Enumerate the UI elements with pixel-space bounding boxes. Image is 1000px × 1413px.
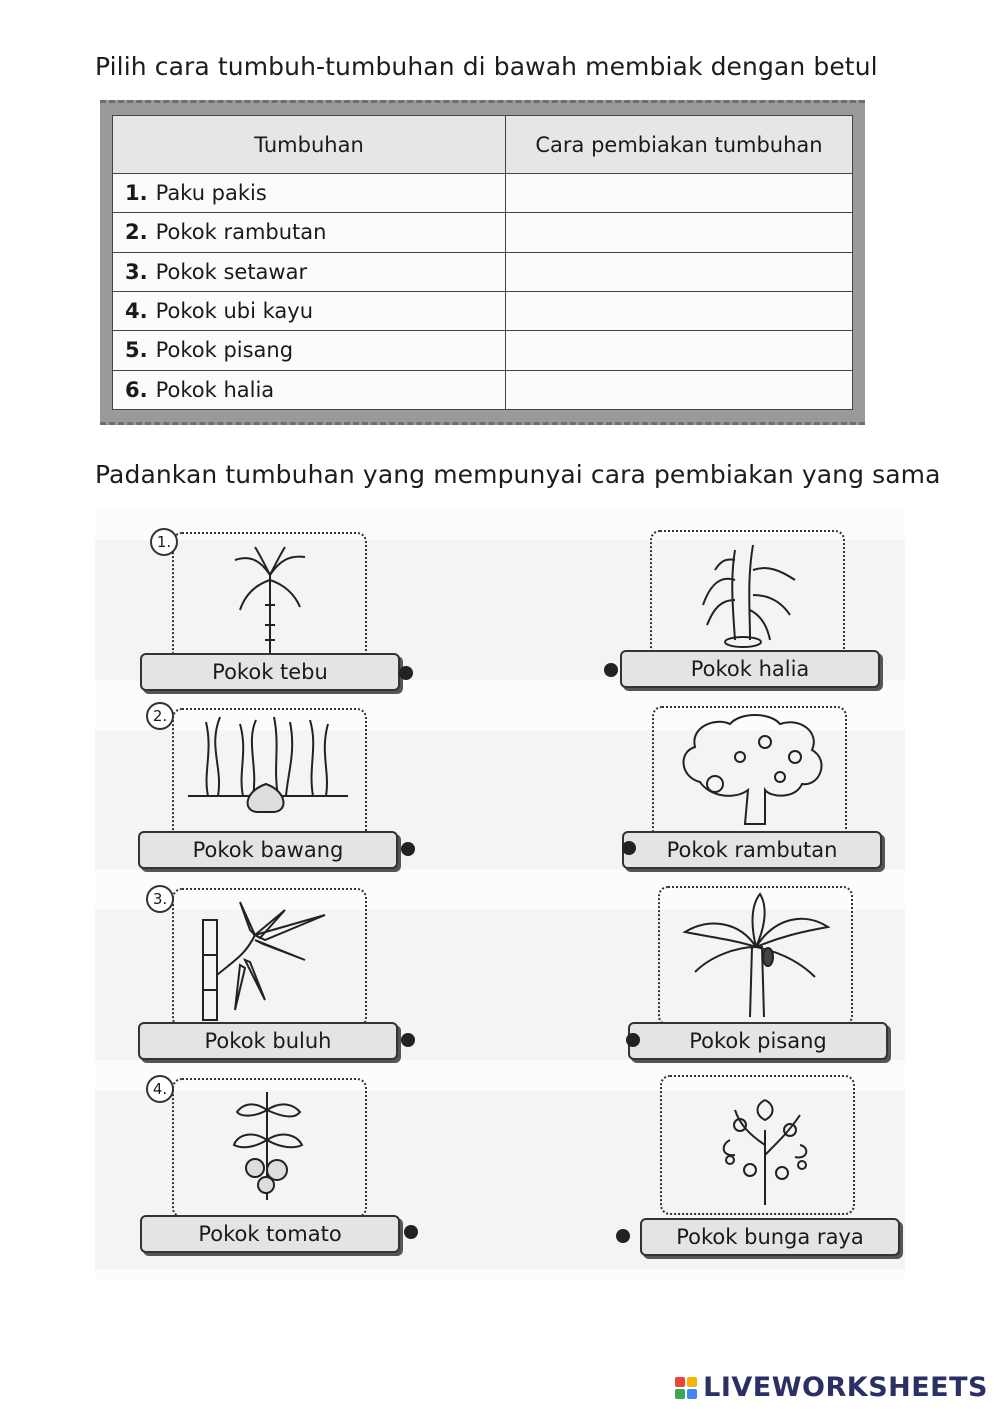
logo-square bbox=[687, 1377, 697, 1387]
table-row bbox=[113, 370, 853, 409]
reproduction-table bbox=[112, 115, 853, 410]
plant-name: Pokok rambutan bbox=[152, 213, 506, 252]
logo-square bbox=[675, 1389, 685, 1399]
table-row bbox=[113, 213, 853, 252]
answer-cell[interactable] bbox=[506, 370, 853, 409]
answer-cell[interactable] bbox=[506, 331, 853, 370]
row-number: 4. bbox=[113, 291, 152, 330]
row-number: 3. bbox=[113, 252, 152, 291]
liveworksheets-mark-icon bbox=[675, 1377, 697, 1399]
plant-label: Pokok tebu bbox=[140, 653, 400, 691]
liveworksheets-logo bbox=[675, 1372, 988, 1403]
ginger-plant-icon bbox=[695, 540, 800, 650]
row-number: 6. bbox=[113, 370, 152, 409]
tomato-plant-icon bbox=[222, 1090, 312, 1205]
match-dot-right-3[interactable] bbox=[626, 1033, 640, 1047]
plant-label: Pokok bunga raya bbox=[640, 1218, 900, 1256]
match-dot-right-2[interactable] bbox=[622, 841, 636, 855]
plant-name: Pokok setawar bbox=[152, 252, 506, 291]
plant-label: Pokok tomato bbox=[140, 1215, 400, 1253]
bamboo-icon bbox=[195, 900, 345, 1022]
plant-name: Pokok ubi kayu bbox=[152, 291, 506, 330]
header-plant: Tumbuhan bbox=[113, 116, 506, 174]
item-number-badge: 1. bbox=[150, 528, 178, 556]
match-dot-left-3[interactable] bbox=[401, 1033, 415, 1047]
row-number: 2. bbox=[113, 213, 152, 252]
hibiscus-plant-icon bbox=[710, 1085, 820, 1210]
table-row bbox=[113, 174, 853, 213]
match-dot-left-4[interactable] bbox=[404, 1225, 418, 1239]
plant-label: Pokok buluh bbox=[138, 1022, 398, 1060]
logo-text: LIVEWORKSHEETS bbox=[703, 1372, 988, 1403]
answer-cell[interactable] bbox=[506, 252, 853, 291]
match-dot-right-4[interactable] bbox=[616, 1229, 630, 1243]
item-number-badge: 2. bbox=[146, 702, 174, 730]
banana-tree-icon bbox=[680, 892, 830, 1020]
row-number: 1. bbox=[113, 174, 152, 213]
match-dot-left-2[interactable] bbox=[401, 842, 415, 856]
item-number-badge: 4. bbox=[146, 1075, 174, 1103]
logo-square bbox=[687, 1389, 697, 1399]
plant-label: Pokok pisang bbox=[628, 1022, 888, 1060]
header-reproduction-method: Cara pembiakan tumbuhan bbox=[506, 116, 853, 174]
logo-square bbox=[675, 1377, 685, 1387]
answer-cell[interactable] bbox=[506, 174, 853, 213]
answer-cell[interactable] bbox=[506, 291, 853, 330]
answer-cell[interactable] bbox=[506, 213, 853, 252]
onion-plant-icon bbox=[188, 712, 348, 824]
plant-label: Pokok halia bbox=[620, 650, 880, 688]
plant-name: Pokok halia bbox=[152, 370, 506, 409]
table-row bbox=[113, 252, 853, 291]
item-number-badge: 3. bbox=[146, 885, 174, 913]
row-number: 5. bbox=[113, 331, 152, 370]
plant-label: Pokok rambutan bbox=[622, 831, 882, 869]
rambutan-tree-icon bbox=[670, 712, 835, 830]
reproduction-table-frame bbox=[100, 100, 865, 425]
match-dot-right-1[interactable] bbox=[604, 663, 618, 677]
plant-label: Pokok bawang bbox=[138, 831, 398, 869]
instruction-question-1: Pilih cara tumbuh-tumbuhan di bawah membiak dengan betul bbox=[95, 52, 878, 81]
sugarcane-icon bbox=[225, 545, 315, 655]
match-dot-left-1[interactable] bbox=[399, 666, 413, 680]
instruction-question-2: Padankan tumbuhan yang mempunyai cara pembiakan yang sama bbox=[95, 460, 941, 489]
plant-name: Paku pakis bbox=[152, 174, 506, 213]
plant-name: Pokok pisang bbox=[152, 331, 506, 370]
table-row bbox=[113, 291, 853, 330]
table-row bbox=[113, 331, 853, 370]
